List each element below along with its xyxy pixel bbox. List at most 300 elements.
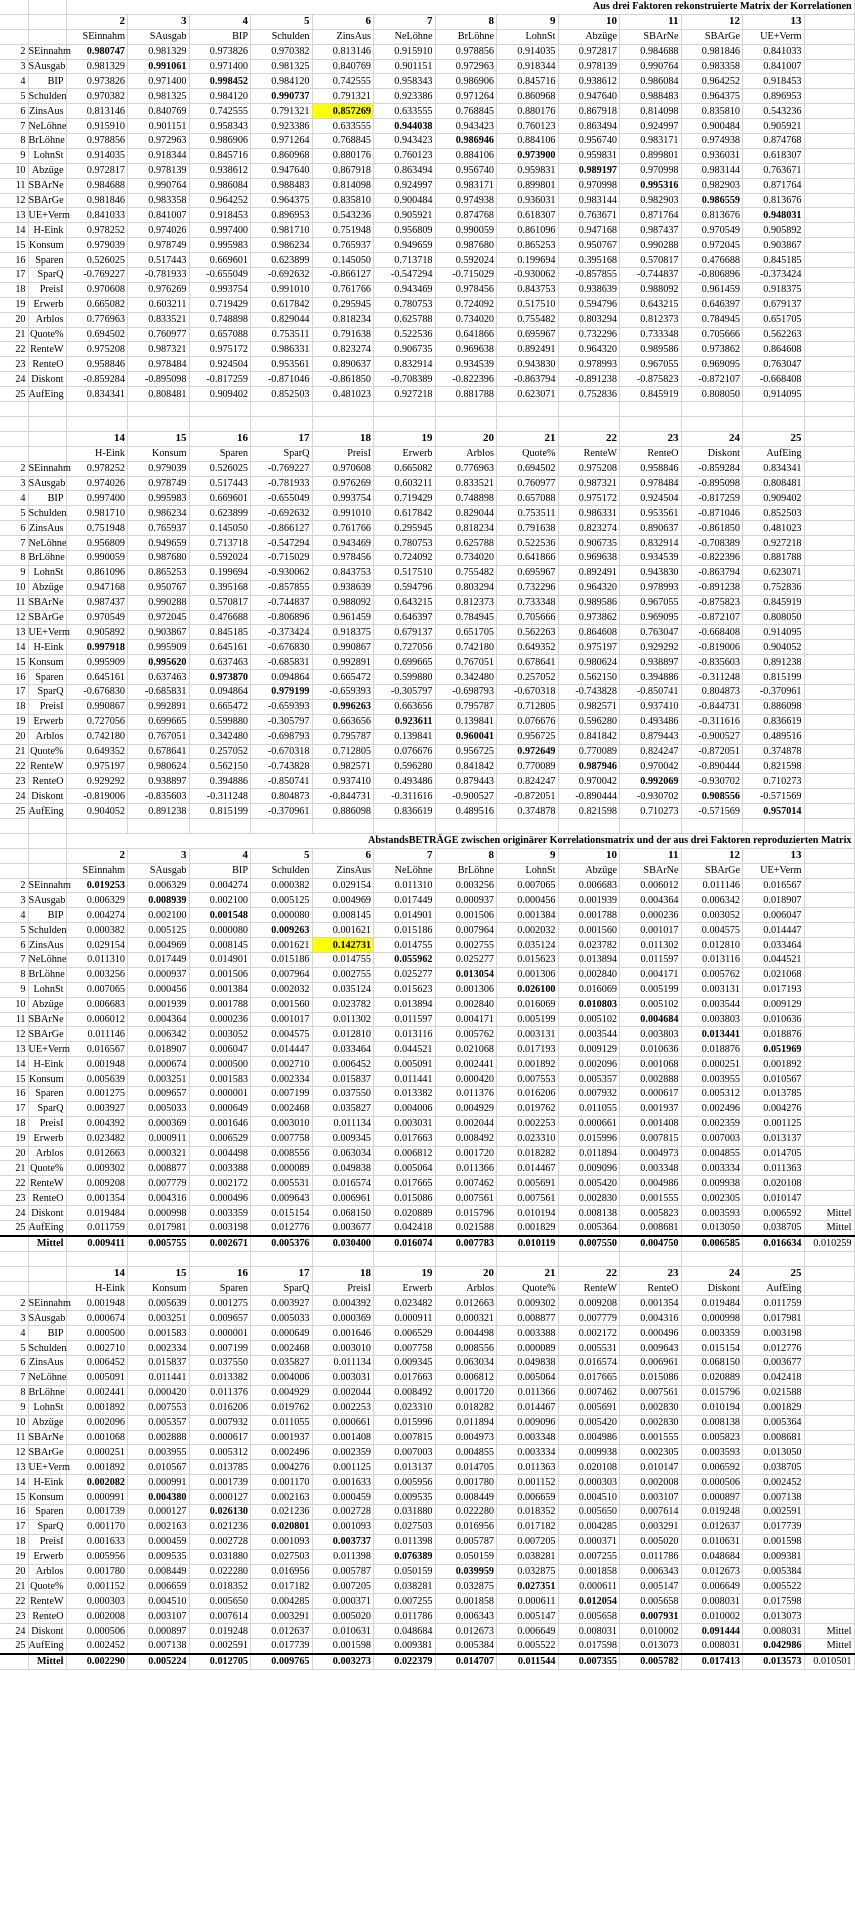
row-number: 20 <box>0 729 28 744</box>
value-cell: 0.599880 <box>189 714 251 729</box>
value-cell: 0.978252 <box>66 461 128 476</box>
value-cell: 0.980624 <box>128 759 190 774</box>
value-cell: 0.000369 <box>312 1311 374 1326</box>
empty-cell <box>0 29 28 44</box>
side-label <box>804 1400 854 1415</box>
spacer-row <box>0 416 854 431</box>
value-cell: 0.001384 <box>189 982 251 997</box>
value-cell: 0.000080 <box>251 908 313 923</box>
row-label: SAusgab <box>28 61 66 72</box>
value-cell: 0.014901 <box>189 953 251 968</box>
value-cell: 0.000496 <box>620 1326 682 1341</box>
value-cell: 0.972817 <box>66 163 128 178</box>
value-cell: 0.864608 <box>558 625 620 640</box>
value-cell: 0.724092 <box>374 550 436 565</box>
row-number: 22 <box>0 1176 28 1191</box>
value-cell: 0.841007 <box>743 59 805 74</box>
value-cell: 0.011597 <box>620 953 682 968</box>
row-number: 8 <box>0 134 28 149</box>
empty-cell <box>0 416 28 431</box>
empty-cell <box>128 416 190 431</box>
value-cell: 0.001506 <box>435 908 497 923</box>
empty-cell <box>128 819 190 833</box>
matrix-row <box>0 89 854 104</box>
value-cell: 0.934539 <box>435 357 497 372</box>
value-cell: -0.872051 <box>497 789 559 804</box>
matrix-row <box>0 1042 854 1057</box>
value-cell: 0.924504 <box>620 491 682 506</box>
empty-cell <box>804 863 854 878</box>
value-cell: 0.003803 <box>681 1012 743 1027</box>
empty-cell <box>804 29 854 44</box>
matrix-table <box>0 1252 855 1670</box>
value-cell: 0.841842 <box>558 729 620 744</box>
row-number: 14 <box>0 1475 28 1490</box>
empty-cell <box>66 402 128 416</box>
value-cell: 0.003593 <box>681 1206 743 1221</box>
value-cell: 0.964320 <box>558 342 620 357</box>
side-label <box>804 1131 854 1146</box>
value-cell: 0.000001 <box>189 1087 251 1102</box>
row-label: Abzüge <box>28 1415 66 1430</box>
value-cell: 0.971264 <box>251 134 313 149</box>
value-cell: 0.004973 <box>435 1430 497 1445</box>
value-cell: 0.002710 <box>251 1057 313 1072</box>
section-title: AbstandsBETRÄGE zwischen originärer Korrelationsmatrix und der aus drei Faktoren reproduzierten Matrix <box>66 833 854 848</box>
value-cell: 0.010147 <box>620 1460 682 1475</box>
value-cell: 0.005384 <box>435 1638 497 1653</box>
empty-cell <box>804 416 854 431</box>
value-cell: 0.727056 <box>66 714 128 729</box>
value-cell: 0.001017 <box>251 1012 313 1027</box>
value-cell: 0.005420 <box>558 1415 620 1430</box>
value-cell: 0.005199 <box>497 1012 559 1027</box>
row-number: 20 <box>0 1146 28 1161</box>
value-cell: 0.005364 <box>743 1415 805 1430</box>
value-cell: 0.023482 <box>66 1131 128 1146</box>
matrix-row <box>0 1356 854 1371</box>
value-cell: 0.892491 <box>497 342 559 357</box>
row-number: 5 <box>0 923 28 938</box>
column-number: 9 <box>497 848 559 863</box>
value-cell: 0.753511 <box>497 506 559 521</box>
value-cell: 0.592024 <box>435 253 497 268</box>
column-number: 13 <box>743 848 805 863</box>
row-label: PreisI <box>28 282 66 297</box>
value-cell: 0.978484 <box>128 357 190 372</box>
value-cell: 0.012810 <box>312 1027 374 1042</box>
value-cell: 0.017598 <box>743 1594 805 1609</box>
value-cell: 0.017598 <box>558 1638 620 1653</box>
value-cell: 0.924997 <box>620 119 682 134</box>
value-cell: 0.763047 <box>743 357 805 372</box>
column-number: 10 <box>558 848 620 863</box>
value-cell: -0.875823 <box>681 595 743 610</box>
value-cell: 0.014705 <box>435 1460 497 1475</box>
value-cell: 0.900484 <box>374 193 436 208</box>
value-cell: -0.850741 <box>620 684 682 699</box>
value-cell: 0.679137 <box>743 297 805 312</box>
column-number: 25 <box>743 1266 805 1281</box>
side-label <box>804 550 854 565</box>
empty-cell <box>743 819 805 833</box>
row-number: 11 <box>0 1430 28 1445</box>
value-cell: 0.953561 <box>620 506 682 521</box>
value-cell: 0.618307 <box>497 208 559 223</box>
value-cell: 0.011894 <box>435 1415 497 1430</box>
column-header: Konsum <box>128 1281 190 1296</box>
value-cell: 0.015186 <box>374 923 436 938</box>
value-cell: 0.993754 <box>189 282 251 297</box>
value-cell: 0.019484 <box>66 1206 128 1221</box>
empty-cell <box>28 863 66 878</box>
value-cell: 0.374878 <box>497 804 559 819</box>
value-cell: 0.987680 <box>128 550 190 565</box>
value-cell: 0.009345 <box>312 1131 374 1146</box>
column-header: PreisI <box>312 1281 374 1296</box>
value-cell: 0.770089 <box>558 744 620 759</box>
value-cell: 0.476688 <box>189 610 251 625</box>
value-cell: 0.001555 <box>620 1191 682 1206</box>
value-cell: 0.981710 <box>251 223 313 238</box>
value-cell: 0.000127 <box>189 1490 251 1505</box>
empty-cell <box>312 402 374 416</box>
value-cell: 0.990764 <box>620 59 682 74</box>
value-cell: 0.001621 <box>251 938 313 953</box>
value-cell: 0.956809 <box>66 536 128 551</box>
value-cell: 0.023482 <box>374 1296 436 1311</box>
column-number: 5 <box>251 848 313 863</box>
value-cell: 0.295945 <box>374 521 436 536</box>
value-cell: 0.493486 <box>374 774 436 789</box>
value-cell: 0.694502 <box>66 327 128 342</box>
value-cell: 0.038705 <box>743 1460 805 1475</box>
value-cell: 0.019248 <box>189 1624 251 1639</box>
value-cell: 0.011055 <box>558 1101 620 1116</box>
mittel-value: 0.005755 <box>128 1236 190 1251</box>
row-label: AufEing <box>28 1221 66 1236</box>
value-cell: 0.625788 <box>435 536 497 551</box>
value-cell: 0.023782 <box>558 938 620 953</box>
row-label: Schulden <box>28 924 67 936</box>
side-label: Mittel <box>804 1624 854 1639</box>
value-cell: 0.980624 <box>558 655 620 670</box>
column-number: 19 <box>374 431 436 446</box>
value-cell: 0.975208 <box>66 342 128 357</box>
value-cell: 0.989197 <box>558 163 620 178</box>
empty-cell <box>497 819 559 833</box>
value-cell: 0.961459 <box>312 610 374 625</box>
column-number: 7 <box>374 848 436 863</box>
value-cell: 0.710273 <box>743 774 805 789</box>
matrix-row <box>0 1296 854 1311</box>
value-cell: -0.859284 <box>66 372 128 387</box>
column-number: 19 <box>374 1266 436 1281</box>
row-number: 13 <box>0 1042 28 1057</box>
side-label <box>804 1087 854 1102</box>
matrix-row <box>0 59 854 74</box>
row-number: 7 <box>0 536 28 551</box>
value-cell: -0.850741 <box>251 774 313 789</box>
matrix-row <box>0 1101 854 1116</box>
value-cell: 0.001275 <box>66 1087 128 1102</box>
value-cell: 0.011302 <box>620 938 682 953</box>
value-cell: 0.005364 <box>558 1221 620 1236</box>
value-cell: 0.901151 <box>128 119 190 134</box>
row-number: 12 <box>0 193 28 208</box>
value-cell: 0.027351 <box>497 1579 559 1594</box>
matrix-row <box>0 238 854 253</box>
row-label: RenteO <box>28 1609 66 1624</box>
value-cell: 0.000661 <box>558 1116 620 1131</box>
empty-cell <box>251 402 313 416</box>
row-number: 24 <box>0 372 28 387</box>
value-cell: 0.013116 <box>374 1027 436 1042</box>
value-cell: 0.020889 <box>681 1370 743 1385</box>
value-cell: 0.003927 <box>251 1296 313 1311</box>
value-cell: 0.005691 <box>558 1400 620 1415</box>
matrix-row <box>0 193 854 208</box>
value-cell: 0.007205 <box>497 1534 559 1549</box>
mittel-value: 0.014707 <box>435 1654 497 1669</box>
row-label: RenteW <box>28 1176 66 1191</box>
column-header: SEinnahm <box>66 863 128 878</box>
value-cell: 0.055962 <box>374 953 436 968</box>
value-cell: 0.002888 <box>620 1072 682 1087</box>
value-cell: 0.976269 <box>128 282 190 297</box>
value-cell: 0.009657 <box>128 1087 190 1102</box>
value-cell: 0.004929 <box>251 1385 313 1400</box>
empty-cell <box>804 1281 854 1296</box>
value-cell: 0.001780 <box>66 1564 128 1579</box>
value-cell: 0.018876 <box>681 1042 743 1057</box>
value-cell: 0.001125 <box>743 1116 805 1131</box>
value-cell: 0.992891 <box>312 655 374 670</box>
value-cell: 0.832914 <box>374 357 436 372</box>
value-cell: 0.003131 <box>497 1027 559 1042</box>
value-cell: 0.007964 <box>435 923 497 938</box>
value-cell: 0.007003 <box>374 1445 436 1460</box>
value-cell: 0.934539 <box>620 550 682 565</box>
value-cell: 0.986331 <box>558 506 620 521</box>
value-cell: 0.004929 <box>435 1101 497 1116</box>
value-cell: 0.013137 <box>743 1131 805 1146</box>
value-cell: 0.001633 <box>66 1534 128 1549</box>
value-cell: 0.016574 <box>312 1176 374 1191</box>
value-cell: 0.752836 <box>558 387 620 402</box>
value-cell: 0.972045 <box>681 238 743 253</box>
row-number: 23 <box>0 1191 28 1206</box>
value-cell: 0.011134 <box>312 1116 374 1131</box>
column-number: 23 <box>620 1266 682 1281</box>
value-cell: 0.004171 <box>435 1012 497 1027</box>
value-cell: 0.010567 <box>743 1072 805 1087</box>
value-cell: 0.014755 <box>374 938 436 953</box>
value-cell: 0.808050 <box>743 610 805 625</box>
side-label <box>804 1356 854 1371</box>
side-label <box>804 312 854 327</box>
row-number: 25 <box>0 387 28 402</box>
row-label: Quote% <box>28 744 66 759</box>
value-cell: 0.005384 <box>743 1564 805 1579</box>
value-cell: -0.685831 <box>251 655 313 670</box>
value-cell: 0.000991 <box>128 1475 190 1490</box>
value-cell: 0.981325 <box>251 59 313 74</box>
value-cell: 0.950767 <box>128 580 190 595</box>
value-cell: 0.013894 <box>374 997 436 1012</box>
value-cell: 0.048684 <box>374 1624 436 1639</box>
value-cell: 0.003677 <box>743 1356 805 1371</box>
column-header: BrLöhne <box>435 863 497 878</box>
value-cell: 0.943469 <box>374 282 436 297</box>
value-cell: 0.013785 <box>189 1460 251 1475</box>
value-cell: 0.824247 <box>620 744 682 759</box>
value-cell: 0.035124 <box>312 982 374 997</box>
value-cell: 0.001939 <box>558 893 620 908</box>
value-cell: 0.770089 <box>497 759 559 774</box>
mittel-value: 0.010119 <box>497 1236 559 1251</box>
value-cell: 0.000674 <box>128 1057 190 1072</box>
value-cell: 0.094864 <box>189 684 251 699</box>
side-label <box>804 1072 854 1087</box>
value-cell: 0.002755 <box>312 967 374 982</box>
value-cell: 0.001275 <box>189 1296 251 1311</box>
value-cell: 0.986906 <box>189 134 251 149</box>
matrix-row <box>0 1638 854 1653</box>
value-cell: -0.744837 <box>620 268 682 283</box>
value-cell: -0.857855 <box>558 268 620 283</box>
row-number: 2 <box>0 44 28 59</box>
side-label <box>804 59 854 74</box>
column-number: 6 <box>312 848 374 863</box>
value-cell: 0.013382 <box>189 1370 251 1385</box>
matrix-row <box>0 625 854 640</box>
value-cell: 0.761766 <box>312 282 374 297</box>
row-number: 6 <box>0 1356 28 1371</box>
value-cell: 0.972963 <box>128 134 190 149</box>
value-cell: 0.003927 <box>66 1101 128 1116</box>
value-cell: 0.865253 <box>128 565 190 580</box>
value-cell: 0.004969 <box>128 938 190 953</box>
value-cell: 0.017739 <box>743 1519 805 1534</box>
value-cell: 0.016206 <box>189 1400 251 1415</box>
side-label <box>804 640 854 655</box>
value-cell: 0.012663 <box>435 1296 497 1311</box>
value-cell: 0.003348 <box>620 1161 682 1176</box>
value-cell: 0.978484 <box>620 476 682 491</box>
row-label: Abzüge <box>28 580 66 595</box>
value-cell: 0.975172 <box>189 342 251 357</box>
value-cell: 0.001937 <box>251 1430 313 1445</box>
value-cell: 0.001892 <box>743 1057 805 1072</box>
empty-cell <box>374 819 436 833</box>
value-cell: 0.008031 <box>743 1624 805 1639</box>
value-cell: 0.009643 <box>620 1341 682 1356</box>
value-cell: 0.987946 <box>558 759 620 774</box>
value-cell: -0.900527 <box>435 789 497 804</box>
value-cell: 0.007065 <box>66 982 128 997</box>
value-cell: 0.004171 <box>620 967 682 982</box>
side-label <box>804 1460 854 1475</box>
value-cell: 0.026100 <box>497 982 559 997</box>
value-cell: -0.305797 <box>374 684 436 699</box>
row-label: SBArNe <box>28 1012 66 1027</box>
value-cell: 0.050159 <box>374 1564 436 1579</box>
value-cell: 0.008939 <box>128 893 190 908</box>
column-header: RenteW <box>558 1281 620 1296</box>
value-cell: 0.002172 <box>189 1176 251 1191</box>
matrix-row <box>0 1221 854 1236</box>
row-number: 8 <box>0 550 28 565</box>
value-cell: 0.008449 <box>435 1490 497 1505</box>
row-number: 8 <box>0 967 28 982</box>
empty-cell <box>251 819 313 833</box>
value-cell: 0.000321 <box>128 1146 190 1161</box>
mittel-value: 0.011544 <box>497 1654 559 1669</box>
value-cell: 0.791638 <box>497 521 559 536</box>
value-cell: 0.006649 <box>681 1579 743 1594</box>
value-cell: 0.649352 <box>497 640 559 655</box>
value-cell: 0.017449 <box>128 953 190 968</box>
matrix-row <box>0 1475 854 1490</box>
value-cell: 0.009381 <box>374 1638 436 1653</box>
value-cell: 0.002032 <box>251 982 313 997</box>
value-cell: 0.845185 <box>189 625 251 640</box>
row-label: RenteW <box>28 1594 66 1609</box>
value-cell: 0.004510 <box>128 1594 190 1609</box>
value-cell: 0.145050 <box>312 253 374 268</box>
column-header: SBArNe <box>620 863 682 878</box>
value-cell: 0.076389 <box>374 1549 436 1564</box>
value-cell: 0.623071 <box>497 387 559 402</box>
value-cell: 0.007065 <box>497 878 559 893</box>
value-cell: 0.748898 <box>189 312 251 327</box>
value-cell: 0.005522 <box>497 1638 559 1653</box>
value-cell: 0.003677 <box>312 1221 374 1236</box>
value-cell: -0.715029 <box>251 550 313 565</box>
value-cell: 0.924504 <box>189 357 251 372</box>
row-number: 24 <box>0 1206 28 1221</box>
row-number: 17 <box>0 684 28 699</box>
row-number: 12 <box>0 1027 28 1042</box>
value-cell: 0.958846 <box>620 461 682 476</box>
row-label: BIP <box>28 908 66 923</box>
mittel-value: 0.007783 <box>435 1236 497 1251</box>
row-label: NeLöhne <box>28 120 67 132</box>
column-number: 25 <box>743 431 805 446</box>
side-label <box>804 1341 854 1356</box>
value-cell: 0.995909 <box>66 655 128 670</box>
value-cell: 0.005033 <box>251 1311 313 1326</box>
empty-cell <box>435 819 497 833</box>
value-cell: 0.562150 <box>189 759 251 774</box>
value-cell: 0.037550 <box>189 1356 251 1371</box>
value-cell: 0.003291 <box>251 1609 313 1624</box>
value-cell: 0.937410 <box>620 699 682 714</box>
side-label <box>804 148 854 163</box>
column-number: 14 <box>66 431 128 446</box>
matrix-row <box>0 1206 854 1221</box>
matrix-row <box>0 506 854 521</box>
side-label <box>804 476 854 491</box>
side-label <box>804 1385 854 1400</box>
value-cell: 0.005147 <box>620 1579 682 1594</box>
row-label: Diskont <box>28 789 66 804</box>
value-cell: 0.995620 <box>128 655 190 670</box>
value-cell: 0.978252 <box>66 223 128 238</box>
row-number: 23 <box>0 357 28 372</box>
value-cell: 0.019762 <box>497 1101 559 1116</box>
